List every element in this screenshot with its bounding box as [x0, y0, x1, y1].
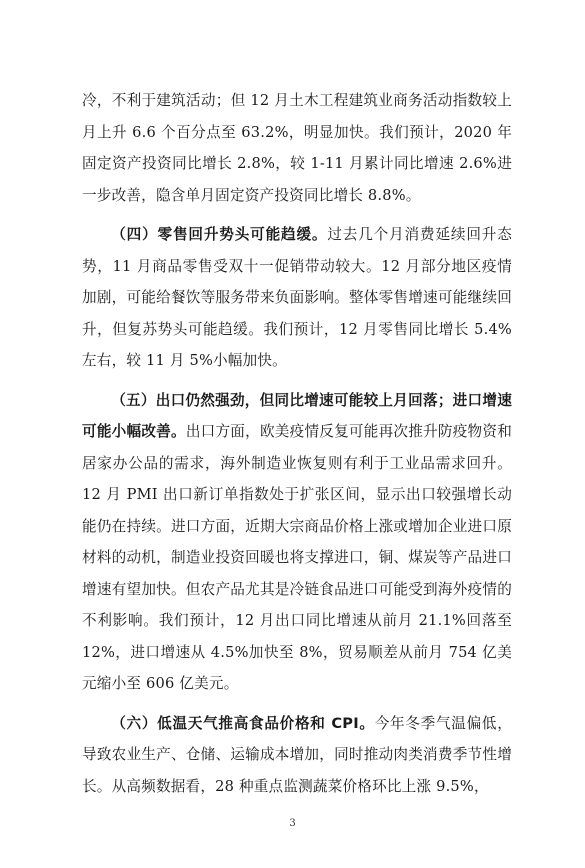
- paragraph-trade: [82, 385, 512, 700]
- paragraph-text: 冷，不利于建筑活动；但 12 月土木工程建筑业商务活动指数较上月上升 6.6 个百分点至 63.2%，明显加快。我们预计，2020 年固定资产投资同比增长 2.8%，较 1-11 月累计同比增速 2.6%进一步改善，隐含单月固定资产投资同比增长 8.8%。: [82, 92, 512, 204]
- paragraph-heading: （五）出口仍然强劲，但同比增速可能较上月回落；进口增速可能小幅改善。: [82, 391, 512, 440]
- paragraph-retail: [82, 219, 512, 377]
- paragraph-text: 今年冬季气温偏低，导致农业生产、仓储、运输成本增加，同时推动肉类消费季节性增长。从高频数据看，28 种重点监测蔬菜价格环比上涨 9.5%，: [82, 714, 513, 795]
- paragraph-text: 过去几个月消费延续回升态势，11 月商品零售受双十一促销带动较大。12 月部分地区疫情加剧，可能给餐饮等服务带来负面影响。整体零售增速可能继续回升，但复苏势头可能趋缓。我们预计，12 月零售同比增长 5.4%左右，较 11 月 5%小幅加快。: [82, 226, 512, 369]
- paragraph-heading: （四）零售回升势头可能趋缓。: [111, 226, 328, 243]
- paragraph-text: 出口方面，欧美疫情反复可能再次推升防疫物资和居家办公品的需求，海外制造业恢复则有利于工业品需求回升。12 月 PMI 出口新订单指数处于扩张区间，显示出口较强增长动能仍在持续。进口方面，近期大宗商品价格上涨或增加企业进口原材料的动机，制造业投资回暖也将支撑进口，铜、煤炭等产品进口增速有望加快。但农产品尤其是冷链食品进口可能受到海外疫情的不利影响。我们预计，12 月出口同比增速从前月 21.1%回落至 12%，进口增速从 4.5%加快至 8%，贸易顺差从前月 754 亿美元缩小至 606 亿美元。: [82, 423, 513, 692]
- paragraph-continuation: [82, 85, 512, 211]
- paragraph-cpi: [82, 708, 512, 803]
- document-body: [82, 85, 512, 802]
- page-number: 3: [289, 818, 296, 829]
- paragraph-heading: （六）低温天气推高食品价格和 CPI。: [111, 714, 375, 732]
